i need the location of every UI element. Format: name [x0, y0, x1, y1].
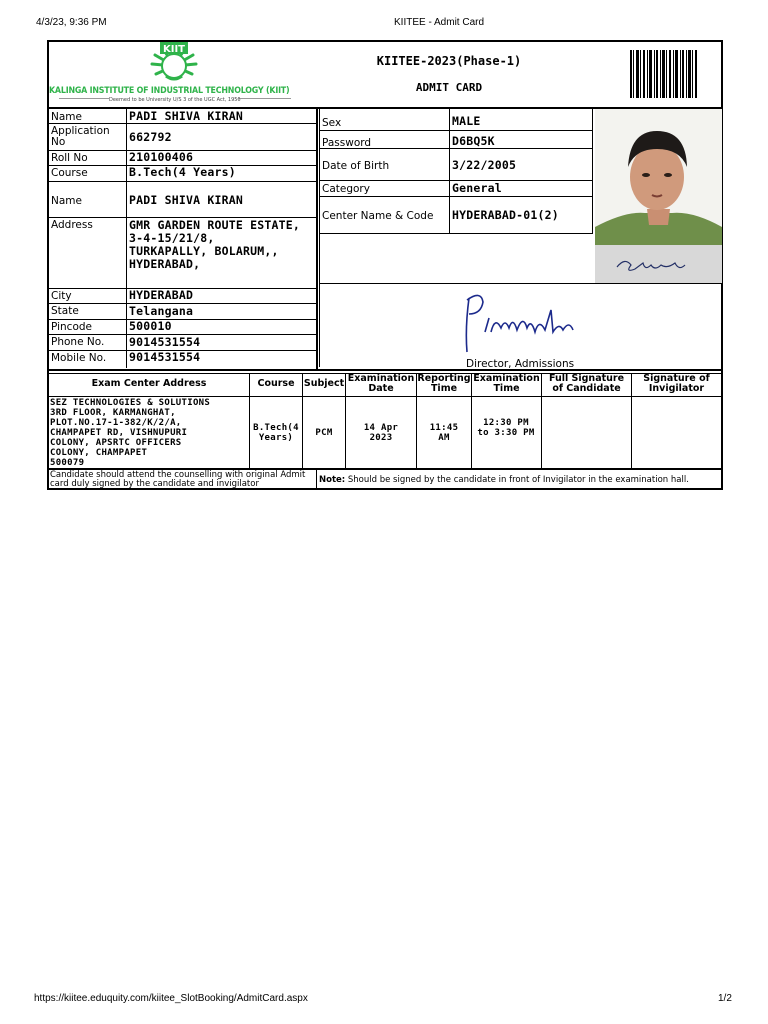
field-value-course: B.Tech(4 Years) — [129, 165, 236, 179]
td-reporting-time: 11:45 AM — [429, 423, 459, 443]
field-label-password: Password — [322, 137, 372, 149]
field-value-mobile: 9014531554 — [129, 350, 201, 364]
field-value-dob: 3/22/2005 — [452, 158, 517, 172]
field-value-sex: MALE — [452, 114, 481, 128]
field-value-password: D6BQ5K — [452, 134, 495, 148]
card-title: ADMIT CARD — [415, 81, 483, 94]
th-course: Course — [257, 378, 295, 389]
td-exam-time: 12:30 PM to 3:30 PM — [477, 418, 535, 438]
td-invigilator-signature — [632, 397, 721, 467]
th-invigilator-signature: Signature of Invigilator — [643, 373, 710, 394]
field-label-category: Category — [322, 183, 370, 195]
logo-text: KIIT — [162, 44, 186, 55]
field-value-name: PADI SHIVA KIRAN — [129, 109, 243, 123]
th-exam-date: Examination Date — [347, 373, 415, 394]
exam-title: KIITEE-2023(Phase-1) — [376, 54, 522, 68]
field-label-dob: Date of Birth — [322, 160, 390, 172]
note-signature — [319, 475, 689, 485]
th-candidate-signature: Full Signature of Candidate — [548, 373, 625, 394]
field-value-state: Telangana — [129, 304, 194, 318]
field-label-name-2: Name — [51, 195, 82, 207]
print-url[interactable]: https://kiitee.eduquity.com/kiitee_SlotBooking/AdmitCard.aspx — [34, 993, 308, 1004]
admit-card — [47, 40, 723, 490]
note-label: Note: — [319, 475, 346, 485]
note-text: Should be signed by the candidate in front of Invigilator in the examination hall. — [347, 475, 689, 485]
print-page-title: KIITEE - Admit Card — [394, 17, 485, 28]
field-label-mobile: Mobile No. — [51, 352, 107, 364]
field-value-center: HYDERABAD-01(2) — [452, 208, 559, 222]
field-label-pincode: Pincode — [51, 321, 92, 333]
field-label-center: Center Name & Code — [322, 210, 434, 222]
director-signature — [461, 288, 591, 358]
field-label-name: Name — [51, 111, 82, 123]
th-subject: Subject — [303, 378, 345, 389]
field-value-name-2: PADI SHIVA KIRAN — [129, 193, 243, 207]
td-subject: PCM — [315, 428, 333, 438]
td-exam-center-address: SEZ TECHNOLOGIES & SOLUTIONS 3RD FLOOR, KARMANGHAT, PLOT.NO.17-1-382/K/2/A, CHAMPAPET RD, VISHNUPURI COLONY, APSRTC OFFICERS COLONY, CHAMPAPET 500079 — [50, 398, 211, 468]
td-candidate-signature — [542, 397, 631, 467]
institute-name: KALINGA INSTITUTE OF INDUSTRIAL TECHNOLOGY (KIIT) — [49, 86, 290, 96]
field-label-application-no: Application No — [51, 125, 110, 148]
field-label-roll-no: Roll No — [51, 152, 88, 164]
institute-subtitle: Deemed to be University U/S 3 of the UGC Act, 1956 — [109, 97, 241, 103]
field-value-phone: 9014531554 — [129, 335, 201, 349]
left-grid-line — [126, 109, 127, 368]
barcode — [630, 50, 698, 98]
field-label-state: State — [51, 305, 79, 317]
th-exam-time: Examination Time — [473, 373, 540, 394]
candidate-signature-box — [595, 245, 722, 283]
director-caption: Director, Admissions — [466, 358, 575, 370]
td-course: B.Tech(4 Years) — [253, 423, 299, 443]
field-label-phone: Phone No. — [51, 336, 105, 348]
candidate-photo — [595, 109, 722, 245]
field-label-city: City — [51, 290, 72, 302]
th-reporting-time: Reporting Time — [417, 373, 471, 394]
field-value-roll-no: 210100406 — [129, 150, 194, 164]
field-value-application-no: 662792 — [129, 130, 172, 144]
print-page-number: 1/2 — [718, 993, 732, 1004]
note-counselling: Candidate should attend the counselling with original Admit card duly signed by the candidate and invigilator — [50, 470, 306, 489]
field-value-pincode: 500010 — [129, 319, 172, 333]
field-value-city: HYDERABAD — [129, 288, 194, 302]
kiit-logo — [144, 42, 204, 82]
field-label-course: Course — [51, 167, 88, 179]
field-label-sex: Sex — [322, 117, 342, 129]
td-exam-date: 14 Apr 2023 — [363, 423, 399, 443]
field-label-address: Address — [51, 219, 93, 231]
right-grid-line — [449, 109, 450, 233]
field-value-address: GMR GARDEN ROUTE ESTATE, 3-4-15/21/8, TURKAPALLY, BOLARUM,, HYDERABAD, — [129, 218, 300, 271]
field-value-category: General — [452, 181, 502, 195]
th-exam-center-address: Exam Center Address — [91, 378, 207, 389]
table-top-rule — [49, 369, 721, 371]
print-datetime: 4/3/23, 9:36 PM — [36, 17, 107, 28]
left-grid-edge — [316, 108, 318, 370]
